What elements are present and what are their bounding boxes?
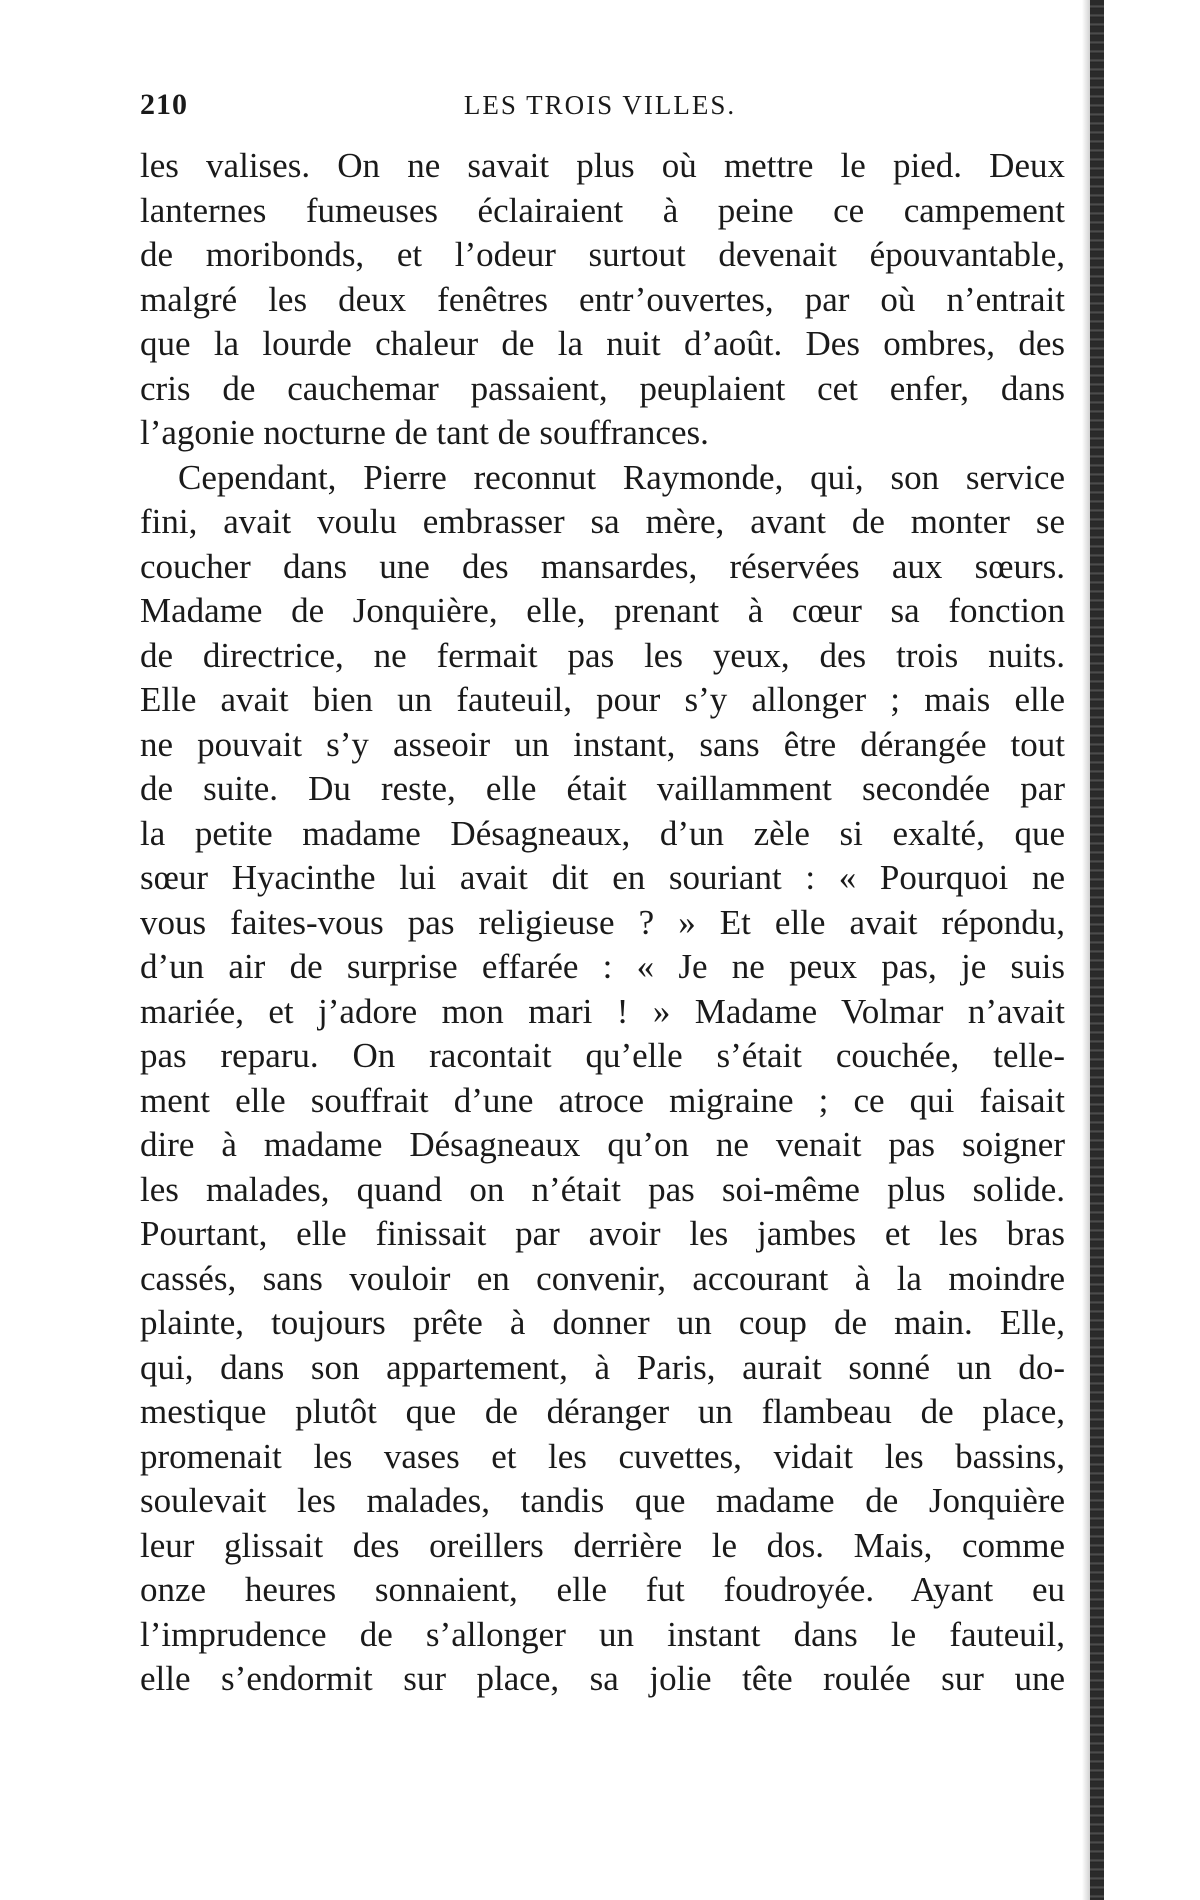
text-line: Pourtant, elle finissait par avoir les jambes et les bras [140, 1214, 1065, 1253]
text-line: qui, dans son appartement, à Paris, aurait sonné un do- [140, 1347, 1065, 1387]
text-line: de moribonds, et l’odeur surtout devenait épouvantable, [140, 235, 1065, 274]
text-line: d’un air de surprise effarée : « Je ne peux pas, je suis [140, 947, 1065, 986]
text-line: ne pouvait s’y asseoir un instant, sans être dérangée tout [140, 724, 1065, 764]
text-line: ment elle souffrait d’une atroce migraine ; ce qui faisait [140, 1080, 1065, 1120]
text-line: Cependant, Pierre reconnut Raymonde, qui, son service [178, 457, 1065, 497]
text-line: Elle avait bien un fauteuil, pour s’y allonger ; mais elle [140, 680, 1065, 719]
text-line: mestique plutôt que de déranger un flambeau de place, [140, 1392, 1065, 1431]
text-line: onze heures sonnaient, elle fut foudroyée. Ayant eu [140, 1570, 1065, 1609]
text-line: plainte, toujours prête à donner un coup de main. Elle, [140, 1303, 1065, 1342]
text-line: pas reparu. On racontait qu’elle s’était couchée, telle- [140, 1036, 1065, 1075]
text-line: les valises. On ne savait plus où mettre le pied. Deux [140, 146, 1065, 185]
text-line: coucher dans une des mansardes, réservées aux sœurs. [140, 546, 1065, 586]
text-line: elle s’endormit sur place, sa jolie tête roulée sur une [140, 1659, 1065, 1698]
binding-edge [1090, 0, 1104, 1900]
text-line: leur glissait des oreillers derrière le dos. Mais, comme [140, 1525, 1065, 1565]
text-line: sœur Hyacinthe lui avait dit en souriant : « Pourquoi ne [140, 858, 1065, 897]
text-line: dire à madame Désagneaux qu’on ne venait pas soigner [140, 1125, 1065, 1164]
body-text [140, 144, 1065, 1702]
text-line: malgré les deux fenêtres entr’ouvertes, par où n’entrait [140, 279, 1065, 319]
right-margin [1104, 0, 1200, 1900]
text-line: de suite. Du reste, elle était vaillamment secondée par [140, 769, 1065, 808]
text-line: soulevait les malades, tandis que madame de Jonquière [140, 1481, 1065, 1520]
text-line: cassés, sans vouloir en convenir, accourant à la moindre [140, 1258, 1065, 1298]
page-number: 210 [140, 88, 188, 121]
text-line: la petite madame Désagneaux, d’un zèle si exalté, que [140, 813, 1065, 853]
text-line: mariée, et j’adore mon mari ! » Madame Volmar n’avait [140, 991, 1065, 1031]
text-line: Madame de Jonquière, elle, prenant à cœur sa fonction [140, 591, 1065, 630]
text-line: l’agonie nocturne de tant de souffrances. [140, 413, 709, 452]
text-line: lanternes fumeuses éclairaient à peine ce campement [140, 190, 1065, 230]
text-line: promenait les vases et les cuvettes, vidait les bassins, [140, 1436, 1065, 1476]
text-line: que la lourde chaleur de la nuit d’août. Des ombres, des [140, 324, 1065, 363]
text-line: l’imprudence de s’allonger un instant dans le fauteuil, [140, 1614, 1065, 1654]
running-title: LES TROIS VILLES. [463, 90, 737, 120]
text-line: fini, avait voulu embrasser sa mère, avant de monter se [140, 502, 1065, 541]
text-line: cris de cauchemar passaient, peuplaient cet enfer, dans [140, 368, 1065, 408]
page-header [140, 88, 1060, 128]
binding-shadow [1082, 0, 1090, 1900]
text-line: vous faites-vous pas religieuse ? » Et elle avait répondu, [140, 902, 1065, 942]
text-line: de directrice, ne fermait pas les yeux, des trois nuits. [140, 635, 1065, 675]
text-line: les malades, quand on n’était pas soi-même plus solide. [140, 1169, 1065, 1209]
